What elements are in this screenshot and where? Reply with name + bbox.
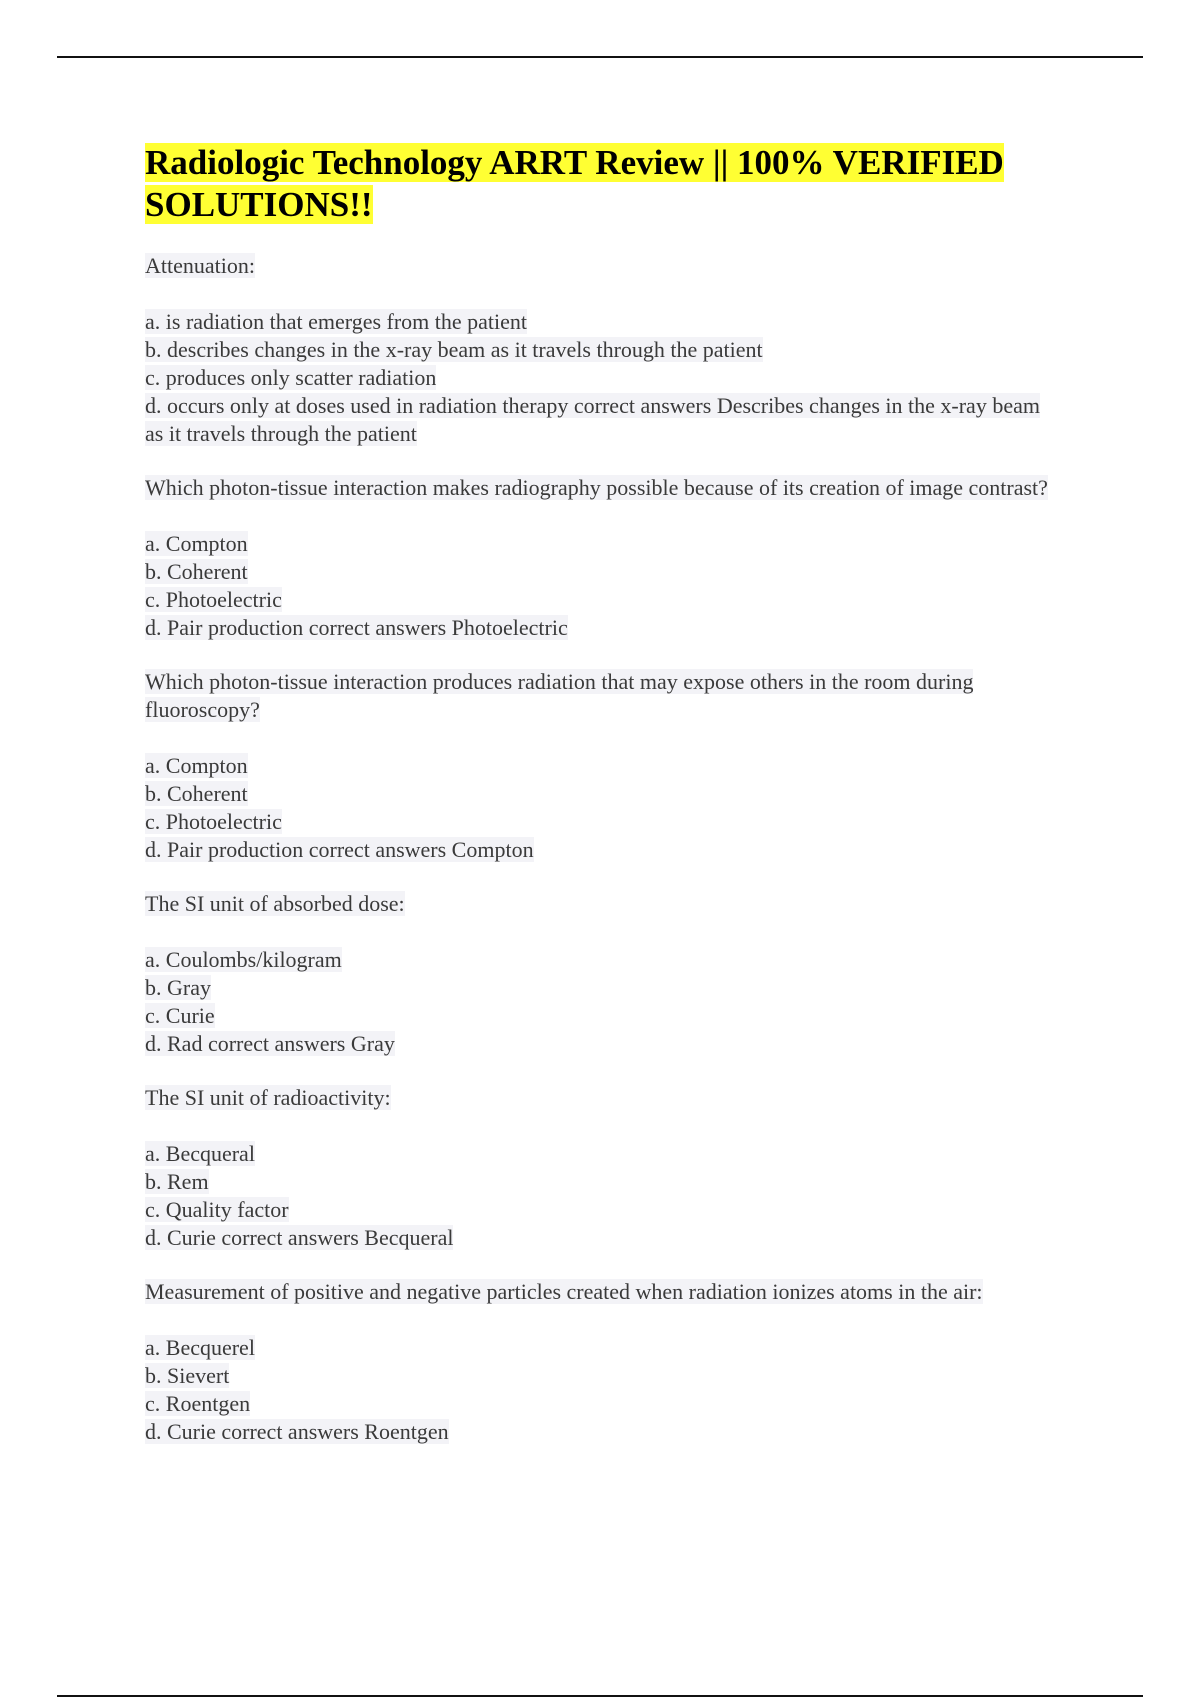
answer-option: a. Becquerel [145, 1335, 255, 1360]
answer-option: c. Roentgen [145, 1391, 251, 1416]
question-stem: The SI unit of radioactivity: [145, 1085, 391, 1110]
answer-option: c. Quality factor [145, 1197, 289, 1222]
answer-option-with-correct-answer: d. occurs only at doses used in radiation therapy correct answers Describes changes in the x-ray beam as it travels through the patient [145, 393, 1040, 446]
answer-option-with-correct-answer: d. Rad correct answers Gray [145, 1031, 395, 1056]
answer-option: b. Gray [145, 975, 211, 1000]
question-1 [145, 252, 1057, 448]
question-stem: The SI unit of absorbed dose: [145, 891, 405, 916]
document-body [145, 142, 1057, 1472]
answer-option: a. Compton [145, 753, 248, 778]
answer-option: c. produces only scatter radiation [145, 365, 437, 390]
question-stem: Which photon-tissue interaction produces radiation that may expose others in the room during fluoroscopy? [145, 669, 974, 722]
answer-option: a. Coulombs/kilogram [145, 947, 342, 972]
answer-option-with-correct-answer: d. Curie correct answers Becqueral [145, 1225, 454, 1250]
answer-option-with-correct-answer: d. Pair production correct answers Photoelectric [145, 615, 568, 640]
question-2 [145, 474, 1057, 642]
answer-option: c. Photoelectric [145, 809, 282, 834]
answer-option: b. Coherent [145, 559, 248, 584]
question-3 [145, 668, 1057, 864]
answer-option-with-correct-answer: d. Curie correct answers Roentgen [145, 1419, 449, 1444]
answer-options [145, 752, 1057, 864]
question-5 [145, 1084, 1057, 1252]
answer-options [145, 1334, 1057, 1446]
answer-options [145, 1140, 1057, 1252]
document-title [145, 142, 1057, 226]
question-stem: Attenuation: [145, 253, 255, 278]
answer-option: b. Sievert [145, 1363, 230, 1388]
answer-option: a. is radiation that emerges from the patient [145, 309, 528, 334]
question-stem: Measurement of positive and negative particles created when radiation ionizes atoms in the air: [145, 1279, 983, 1304]
answer-option-with-correct-answer: d. Pair production correct answers Compton [145, 837, 534, 862]
document-title-highlight: Radiologic Technology ARRT Review || 100% VERIFIED SOLUTIONS!! [145, 143, 1004, 224]
question-6 [145, 1278, 1057, 1446]
answer-options [145, 946, 1057, 1058]
page-bottom-rule [57, 1695, 1143, 1697]
question-stem: Which photon-tissue interaction makes radiography possible because of its creation of image contrast? [145, 475, 1048, 500]
answer-option: a. Becqueral [145, 1141, 255, 1166]
answer-option: c. Photoelectric [145, 587, 282, 612]
answer-option: b. Coherent [145, 781, 248, 806]
page-top-rule [57, 56, 1143, 58]
answer-options [145, 308, 1057, 448]
answer-option: b. describes changes in the x-ray beam as it travels through the patient [145, 337, 763, 362]
answer-option: a. Compton [145, 531, 248, 556]
answer-option: c. Curie [145, 1003, 215, 1028]
question-4 [145, 890, 1057, 1058]
answer-options [145, 530, 1057, 642]
answer-option: b. Rem [145, 1169, 209, 1194]
